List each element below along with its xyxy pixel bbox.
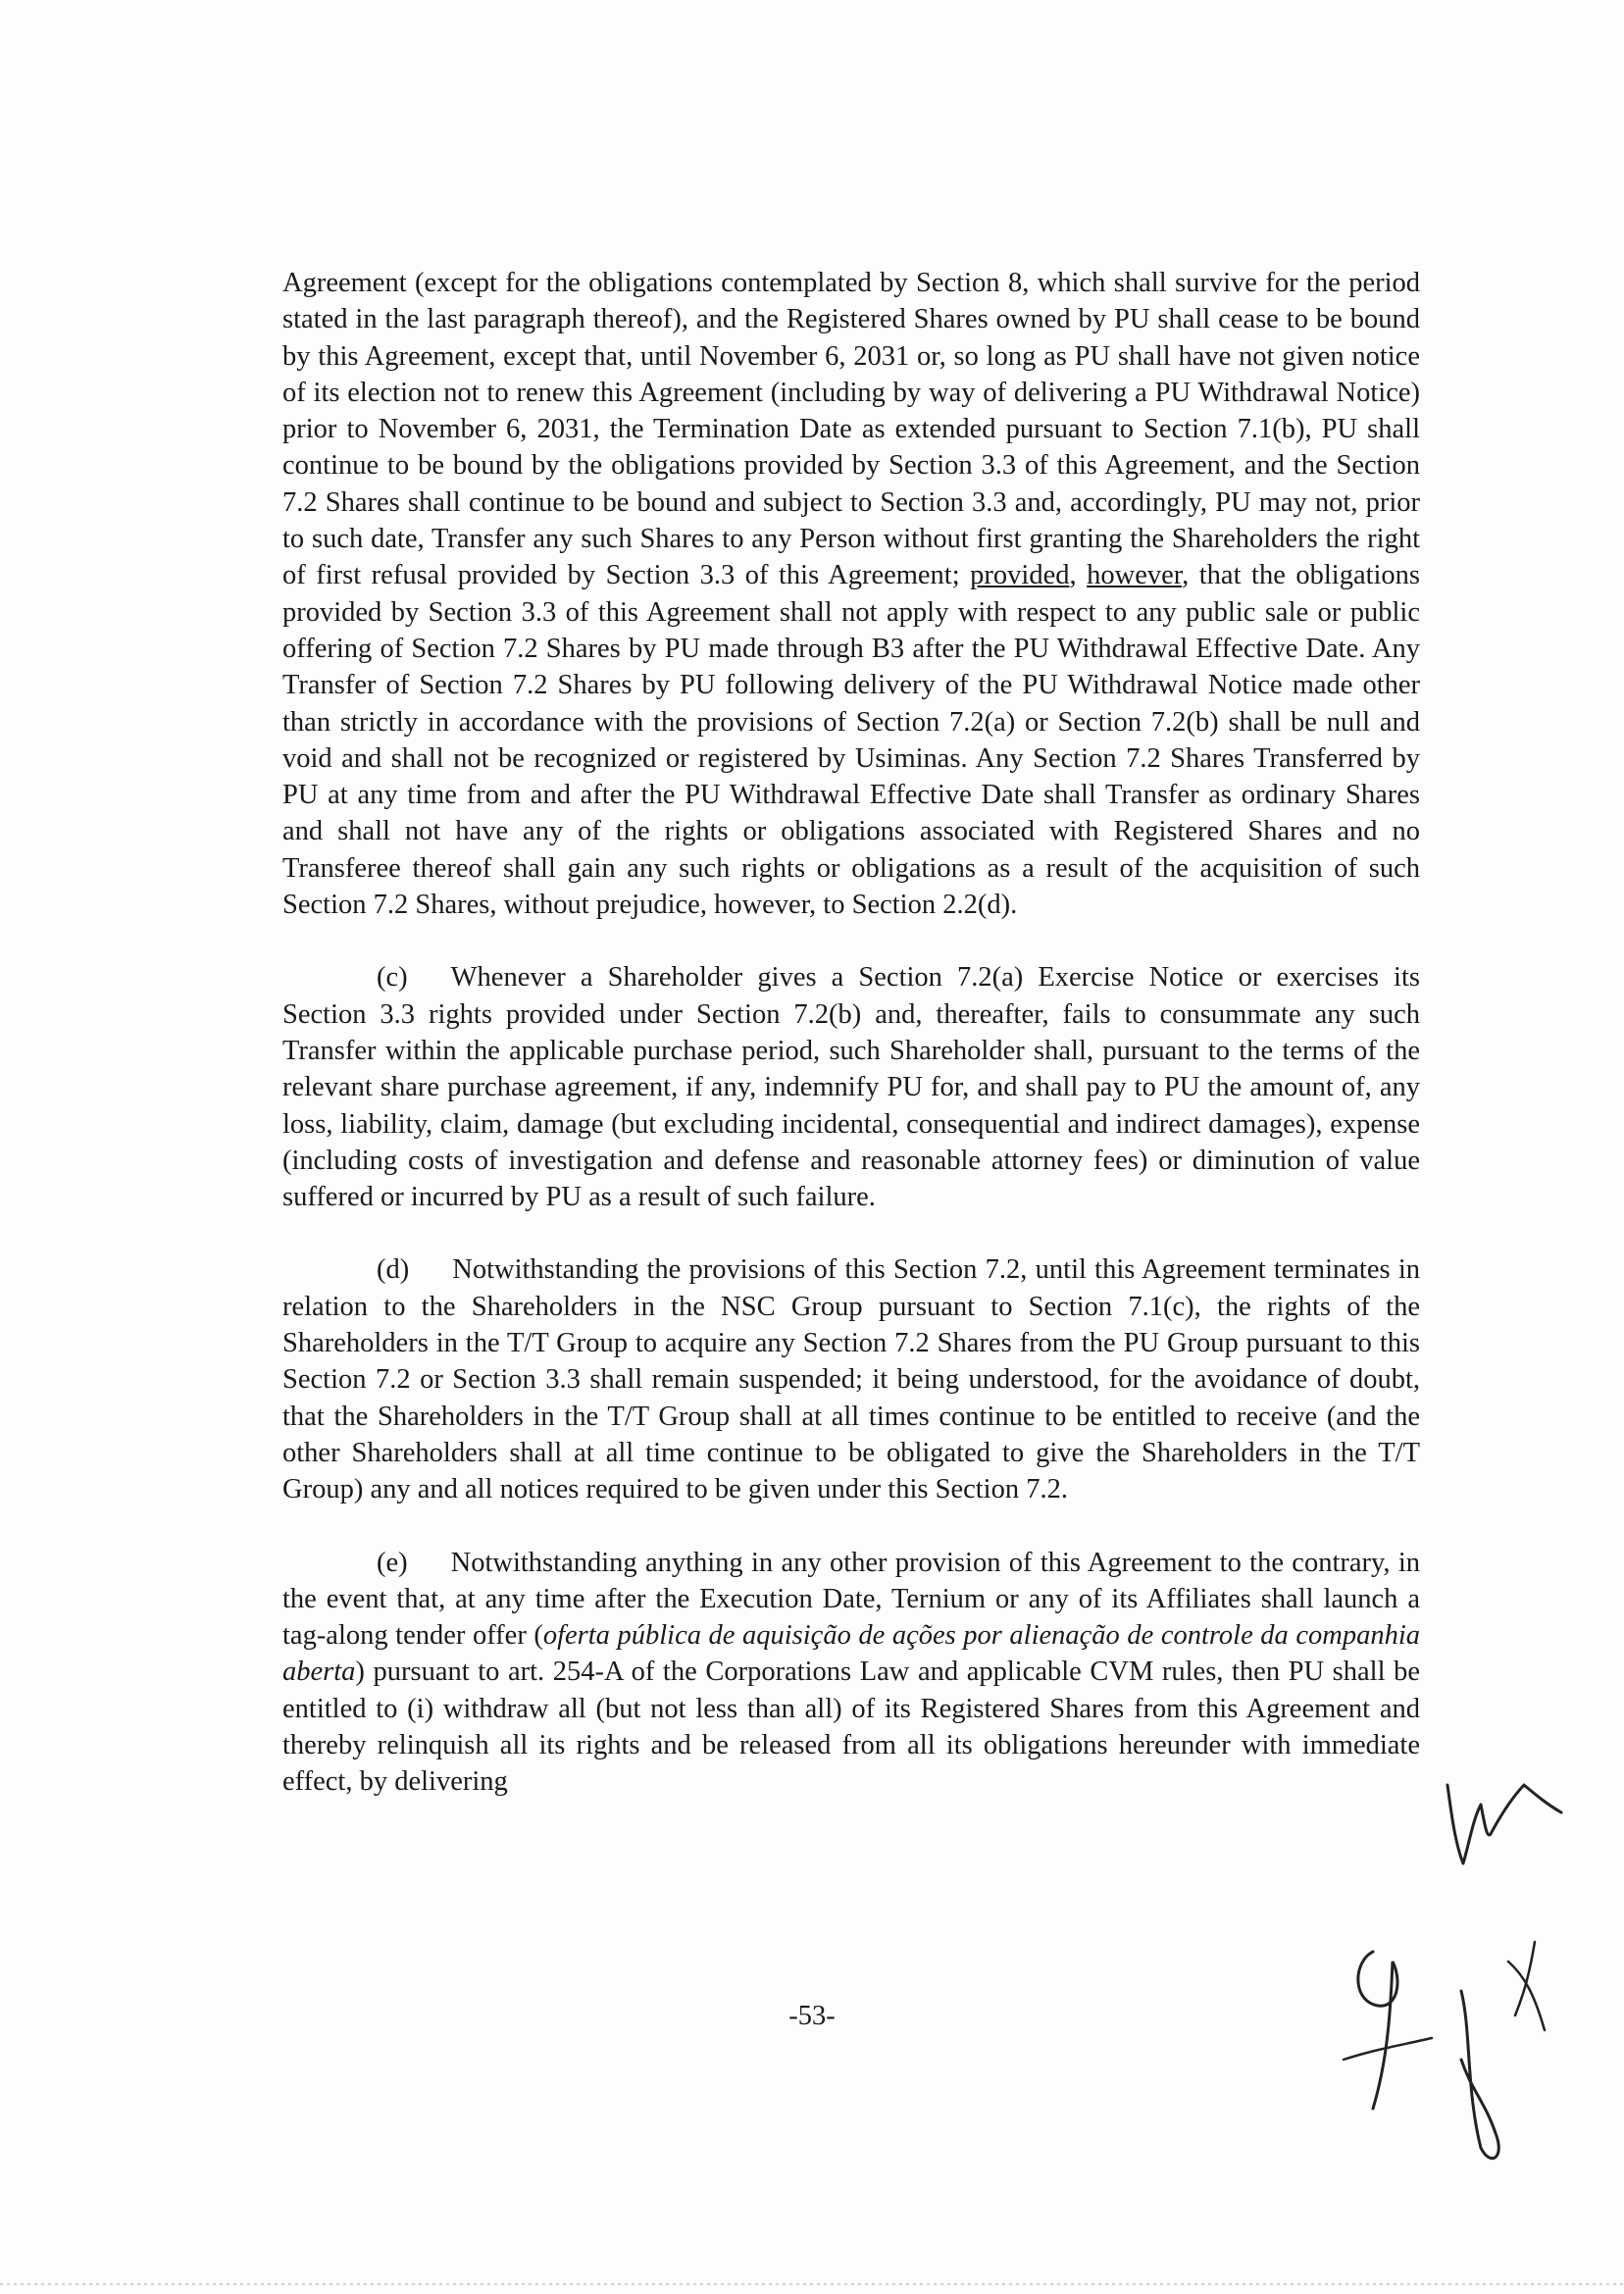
paragraph-text: ) pursuant to art. 254-A of the Corporations Law and applicable CVM rules, then PU shall be entitled to (i) withdraw all (but not less than all) of its Registered Shares from this Agreement and thereby relinquish all its rights and be released from all its obligations hereunder with immediate effect, by delivering	[282, 1657, 1420, 1798]
comma-separator: ,	[1069, 560, 1088, 591]
underlined-provided: provided	[970, 560, 1070, 591]
paragraph-label: (c)	[377, 962, 408, 994]
page-number: -53-	[788, 2001, 836, 2031]
paragraph-text: Notwithstanding anything in any other provision of this Agreement to the contrary, in the event that, at any time after the Execution Date, Ternium or any of its Affiliates shall launch a tag-along tender offer (	[282, 1547, 1420, 1652]
paragraph-c	[282, 959, 1420, 1215]
paragraph-continuation	[282, 265, 1420, 923]
paragraph-label: (e)	[377, 1547, 408, 1578]
italic-portuguese-term: oferta pública de aquisição de ações por alienação de controle da companhia aberta	[282, 1620, 1420, 1688]
scan-artifact-line	[0, 2283, 1624, 2285]
paragraph-d	[282, 1251, 1420, 1507]
paragraph-text: Agreement (except for the obligations contemplated by Section 8, which shall survive for the period stated in the last paragraph thereof), and the Registered Shares owned by PU shall cease to be bound by this Agreement, except that, until November 6, 2031 or, so long as PU shall have not given notice of its election not to renew this Agreement (including by way of delivering a PU Withdrawal Notice) prior to November 6, 2031, the Termination Date as extended pursuant to Section 7.1(b), PU shall continue to be bound by the obligations provided by Section 3.3 of this Agreement, and the Section 7.2 Shares shall continue to be bound and subject to Section 3.3 and, accordingly, PU may not, prior to such date, Transfer any such Shares to any Person without first granting the Shareholders the right of first refusal provided by Section 3.3 of this Agreement;	[282, 268, 1420, 591]
paragraph-text: Whenever a Shareholder gives a Section 7.2(a) Exercise Notice or exercises its Section 3.3 rights provided under Section 7.2(b) and, thereafter, fails to consummate any such Transfer within the applicable purchase period, such Shareholder shall, pursuant to the terms of the relevant share purchase agreement, if any, indemnify PU for, and shall pay to PU the amount of, any loss, liability, claim, damage (but excluding incidental, consequential and indirect damages), expense (including costs of investigation and defense and reasonable attorney fees) or diminution of value suffered or incurred by PU as a result of such failure.	[282, 962, 1420, 1213]
document-body	[282, 265, 1420, 1837]
paragraph-text: Notwithstanding the provisions of this Section 7.2, until this Agreement terminates in relation to the Shareholders in the NSC Group pursuant to Section 7.1(c), the rights of the Shareholders in the T/T Group to acquire any Section 7.2 Shares from the PU Group pursuant to this Section 7.2 or Section 3.3 shall remain suspended; it being understood, for the avoidance of doubt, that the Shareholders in the T/T Group shall at all times continue to be entitled to receive (and the other Shareholders shall at all time continue to be obligated to give the Shareholders in the T/T Group) any and all notices required to be given under this Section 7.2.	[282, 1254, 1420, 1505]
paragraph-e	[282, 1545, 1420, 1801]
underlined-however: however	[1087, 560, 1183, 591]
paragraph-label: (d)	[377, 1254, 410, 1286]
paragraph-text: , that the obligations provided by Section 3.3 of this Agreement shall not apply with respect to any public sale or public offering of Section 7.2 Shares by PU made through B3 after the PU Withdrawal Effective Date. Any Transfer of Section 7.2 Shares by PU following delivery of the PU Withdrawal Notice made other than strictly in accordance with the provisions of Section 7.2(a) or Section 7.2(b) shall be null and void and shall not be recognized or registered by Usiminas. Any Section 7.2 Shares Transferred by PU at any time from and after the PU Withdrawal Effective Date shall Transfer as ordinary Shares and shall not have any of the rights or obligations associated with Registered Shares and no Transferee thereof shall gain any such rights or obligations as a result of the acquisition of such Section 7.2 Shares, without prejudice, however, to Section 2.2(d).	[282, 560, 1421, 921]
handwritten-initials-bottom-right	[1334, 1922, 1569, 2177]
handwritten-initials-right-margin	[1442, 1765, 1569, 1883]
